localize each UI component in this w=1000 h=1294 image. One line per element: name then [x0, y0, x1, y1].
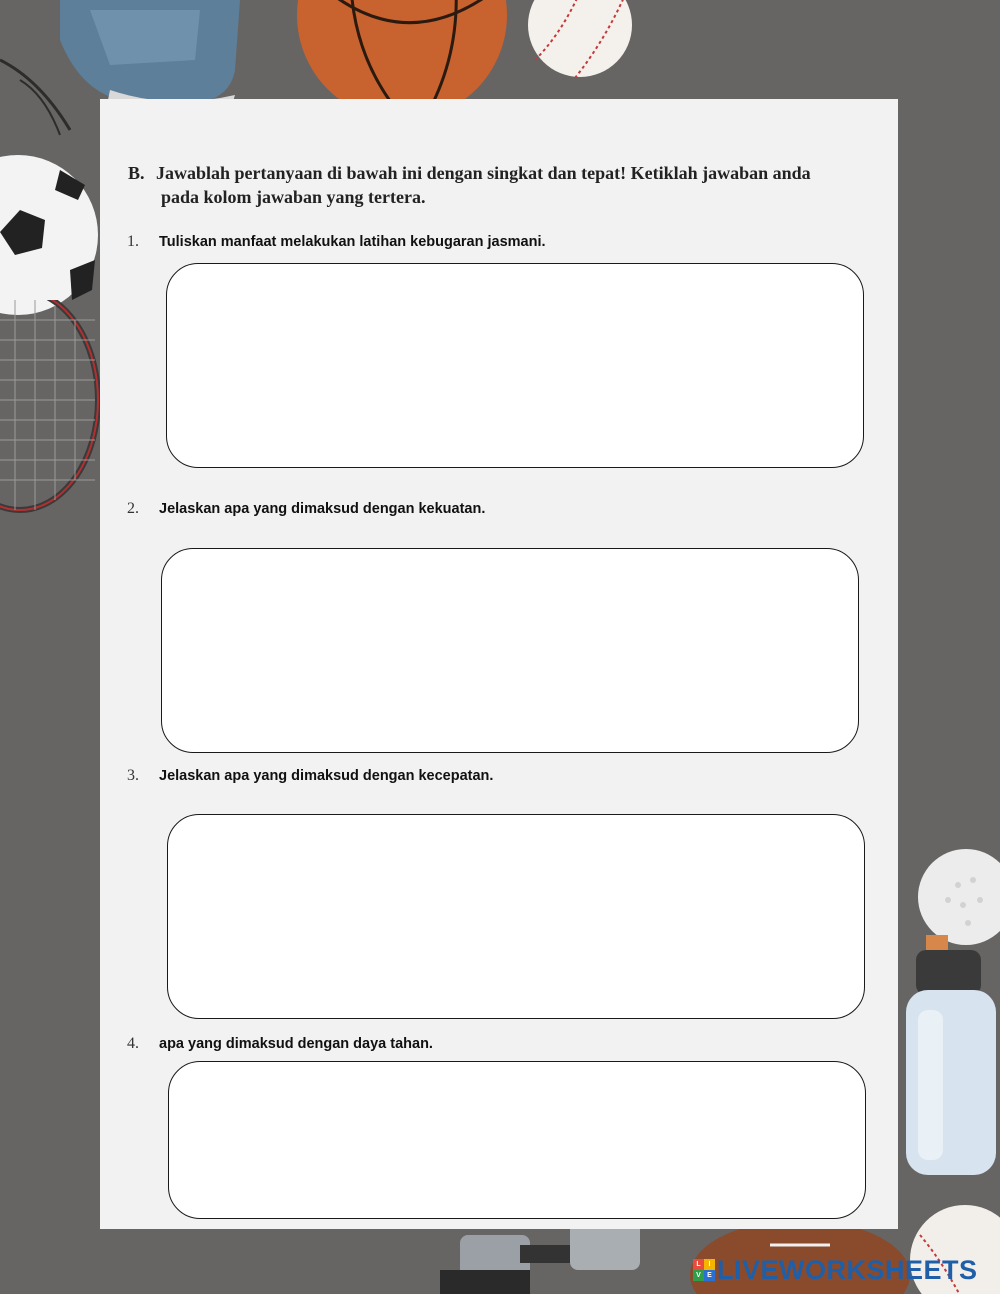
brand-logo-icon: L I V E: [693, 1259, 715, 1281]
question-text: Jelaskan apa yang dimaksud dengan kekuatan.: [159, 501, 486, 517]
brand-name: LIVEWORKSHEETS: [717, 1254, 978, 1285]
instruction-line-2: pada kolom jawaban yang tertera.: [161, 187, 426, 207]
question-1: [127, 233, 546, 251]
answer-box-4[interactable]: [168, 1061, 866, 1219]
baseball-decoration: [525, 0, 635, 80]
question-text: Tuliskan manfaat melakukan latihan kebugaran jasmani.: [159, 234, 546, 250]
question-number: 2.: [127, 500, 139, 517]
instruction-heading: [128, 161, 878, 209]
answer-box-1[interactable]: [166, 263, 864, 468]
water-bottle-decoration: [898, 935, 1000, 1180]
question-3: [127, 767, 493, 785]
question-text: Jelaskan apa yang dimaksud dengan kecepatan.: [159, 768, 494, 784]
soccer-ball-decoration: [0, 150, 100, 320]
instruction-line-1: Jawablah pertanyaan di bawah ini dengan singkat dan tepat! Ketiklah jawaban anda: [156, 163, 811, 183]
question-text: apa yang dimaksud dengan daya tahan.: [159, 1036, 433, 1052]
section-letter: B.: [128, 163, 145, 183]
question-2: [127, 500, 485, 518]
liveworksheets-logo[interactable]: [693, 1256, 978, 1284]
question-number: 3.: [127, 767, 139, 784]
worksheet-page: [100, 99, 898, 1229]
question-number: 1.: [127, 233, 139, 250]
answer-box-3[interactable]: [167, 814, 865, 1019]
question-4: [127, 1035, 433, 1053]
answer-box-2[interactable]: [161, 548, 859, 753]
question-number: 4.: [127, 1035, 139, 1052]
tennis-racket-decoration: [0, 300, 102, 520]
